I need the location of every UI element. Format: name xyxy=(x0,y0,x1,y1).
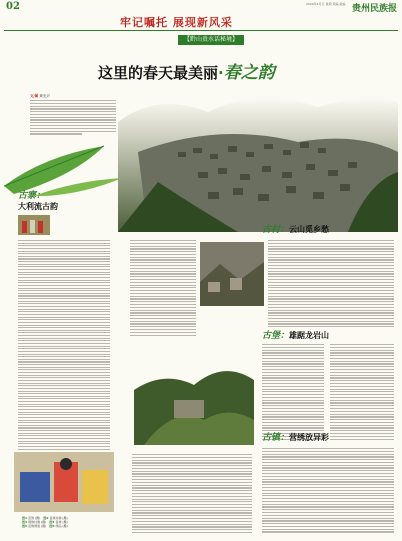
page-number: 02 xyxy=(6,1,20,12)
section-title-1 xyxy=(18,188,58,212)
photo-captions: 图1 苗族 (摄) 图2 苗族村寨 (摄) 图3 侗族村寨 (摄) 图4 苗族 (摄) 图5 苗族绣娘 (摄) 图6 绣品 (摄) xyxy=(22,516,68,528)
page-header xyxy=(0,0,402,14)
page-slogan: 牢记嘱托 展现新风采 xyxy=(120,16,233,29)
fortress-mountain-photo xyxy=(134,350,254,445)
section-2-body-b xyxy=(268,240,394,330)
ethnic-dance-photo xyxy=(18,215,50,235)
section-name: 大利流古韵 xyxy=(18,202,58,211)
headline xyxy=(98,58,275,83)
section-4-body-a xyxy=(132,454,252,538)
header-divider xyxy=(4,30,398,31)
section-3-body-a xyxy=(262,344,324,444)
dateline: 2024年4月日 星期 责编 美编 xyxy=(306,2,346,6)
newspaper-brand: 贵州民族报 xyxy=(352,4,398,14)
section-title-2: 古村：云山觅乡愁 xyxy=(262,225,330,235)
byline-author: 黄光尹 xyxy=(39,94,50,98)
village-aerial-photo xyxy=(118,82,398,232)
embroidery-photo xyxy=(14,452,114,512)
section-3-body-b xyxy=(330,344,394,444)
headline-main: 这里的春天最美丽 xyxy=(98,64,219,82)
headline-dot: · xyxy=(218,64,224,82)
section-title-4: 古镇：营绣放异彩 xyxy=(262,433,330,443)
section-prefix: 古寨： xyxy=(18,191,46,201)
section-title-3: 古堡：雄踞龙岩山 xyxy=(262,331,330,341)
section-1-body xyxy=(18,240,110,450)
headline-accent: 春之韵 xyxy=(223,63,275,83)
byline-label: 文/图 xyxy=(30,94,39,98)
section-4-body-b xyxy=(262,448,394,538)
section-2-body-a xyxy=(130,240,196,340)
byline xyxy=(30,94,50,99)
column-tag: 【黔山贵水话秘境】 xyxy=(178,35,244,45)
intro-text xyxy=(30,100,116,160)
stone-village-photo xyxy=(200,242,264,306)
